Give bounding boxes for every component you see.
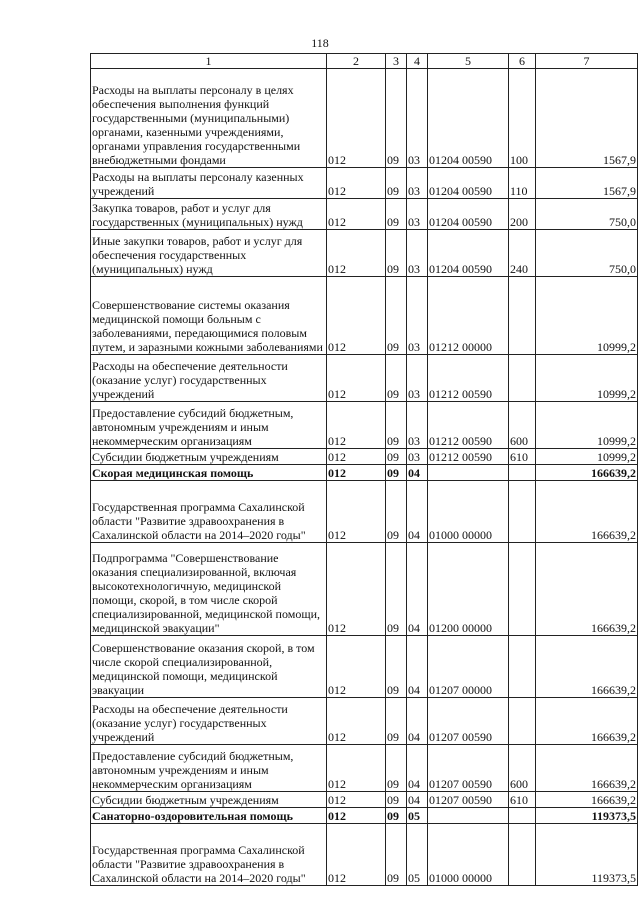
row-ministry-code: 012 bbox=[327, 230, 386, 277]
row-name: Скорая медицинская помощь bbox=[91, 465, 327, 481]
table-row bbox=[91, 277, 638, 355]
row-section-code: 09 bbox=[386, 355, 407, 402]
table-row bbox=[91, 636, 638, 698]
row-target-code: 01207 00590 bbox=[428, 698, 509, 745]
row-subsection-code: 04 bbox=[407, 698, 428, 745]
row-expense-type bbox=[509, 824, 536, 886]
row-amount: 166639,2 bbox=[536, 465, 638, 481]
header-col-6: 6 bbox=[509, 54, 536, 69]
table-row bbox=[91, 230, 638, 277]
row-section-code: 09 bbox=[386, 69, 407, 168]
table-row bbox=[91, 808, 638, 824]
row-amount: 119373,5 bbox=[536, 824, 638, 886]
header-col-4: 4 bbox=[407, 54, 428, 69]
table-row bbox=[91, 745, 638, 792]
row-amount: 10999,2 bbox=[536, 449, 638, 465]
table-row bbox=[91, 449, 638, 465]
row-ministry-code: 012 bbox=[327, 355, 386, 402]
row-subsection-code: 04 bbox=[407, 465, 428, 481]
row-subsection-code: 05 bbox=[407, 808, 428, 824]
row-target-code: 01204 00590 bbox=[428, 230, 509, 277]
row-target-code: 01204 00590 bbox=[428, 69, 509, 168]
row-target-code: 01212 00590 bbox=[428, 402, 509, 449]
row-section-code: 09 bbox=[386, 808, 407, 824]
row-target-code: 01204 00590 bbox=[428, 199, 509, 230]
row-expense-type bbox=[509, 277, 536, 355]
row-section-code: 09 bbox=[386, 449, 407, 465]
row-name: Санаторно-оздоровительная помощь bbox=[91, 808, 327, 824]
table-row bbox=[91, 698, 638, 745]
row-expense-type: 600 bbox=[509, 402, 536, 449]
row-name: Иные закупки товаров, работ и услуг для обеспечения государственных (муниципальных) нужд bbox=[91, 230, 327, 277]
row-ministry-code: 012 bbox=[327, 745, 386, 792]
row-target-code bbox=[428, 808, 509, 824]
row-name: Государственная программа Сахалинской области "Развитие здравоохранения в Сахалинской области на 2014–2020 годы" bbox=[91, 824, 327, 886]
header-col-3: 3 bbox=[386, 54, 407, 69]
row-target-code: 01212 00590 bbox=[428, 355, 509, 402]
row-section-code: 09 bbox=[386, 277, 407, 355]
row-name: Закупка товаров, работ и услуг для государственных (муниципальных) нужд bbox=[91, 199, 327, 230]
table-row bbox=[91, 543, 638, 636]
row-section-code: 09 bbox=[386, 199, 407, 230]
row-expense-type bbox=[509, 465, 536, 481]
row-amount: 166639,2 bbox=[536, 792, 638, 808]
row-amount: 166639,2 bbox=[536, 481, 638, 543]
row-expense-type bbox=[509, 481, 536, 543]
row-subsection-code: 04 bbox=[407, 792, 428, 808]
row-name: Совершенствование оказания скорой, в том числе скорой специализированной, медицинской помощи, медицинской эвакуации bbox=[91, 636, 327, 698]
table-row bbox=[91, 824, 638, 886]
row-name: Предоставление субсидий бюджетным, автономным учреждениям и иным некоммерческим организациям bbox=[91, 745, 327, 792]
row-ministry-code: 012 bbox=[327, 481, 386, 543]
row-ministry-code: 012 bbox=[327, 698, 386, 745]
row-name: Подпрограмма "Совершенствование оказания специализированной, включая высокотехнологичную, медицинской помощи, скорой, в том числе скорой специализированной, медицинской помощи, медицинской эвакуации" bbox=[91, 543, 327, 636]
row-subsection-code: 03 bbox=[407, 277, 428, 355]
row-subsection-code: 03 bbox=[407, 449, 428, 465]
row-target-code: 01000 00000 bbox=[428, 824, 509, 886]
table-row bbox=[91, 402, 638, 449]
header-col-2: 2 bbox=[327, 54, 386, 69]
row-target-code bbox=[428, 465, 509, 481]
row-name: Расходы на обеспечение деятельности (оказание услуг) государственных учреждений bbox=[91, 355, 327, 402]
table-body bbox=[91, 69, 638, 886]
row-ministry-code: 012 bbox=[327, 792, 386, 808]
row-ministry-code: 012 bbox=[327, 168, 386, 199]
row-amount: 10999,2 bbox=[536, 402, 638, 449]
row-name: Субсидии бюджетным учреждениям bbox=[91, 449, 327, 465]
row-ministry-code: 012 bbox=[327, 636, 386, 698]
row-name: Расходы на выплаты персоналу казенных учреждений bbox=[91, 168, 327, 199]
row-name: Совершенствование системы оказания медицинской помощи больным с заболеваниями, передающимися половым путем, и заразными кожными заболеваниями bbox=[91, 277, 327, 355]
row-ministry-code: 012 bbox=[327, 808, 386, 824]
row-ministry-code: 012 bbox=[327, 402, 386, 449]
row-amount: 750,0 bbox=[536, 230, 638, 277]
row-amount: 1567,9 bbox=[536, 69, 638, 168]
row-section-code: 09 bbox=[386, 698, 407, 745]
row-expense-type bbox=[509, 808, 536, 824]
row-target-code: 01000 00000 bbox=[428, 481, 509, 543]
row-ministry-code: 012 bbox=[327, 824, 386, 886]
row-section-code: 09 bbox=[386, 824, 407, 886]
row-section-code: 09 bbox=[386, 402, 407, 449]
row-amount: 166639,2 bbox=[536, 745, 638, 792]
row-target-code: 01207 00000 bbox=[428, 636, 509, 698]
row-subsection-code: 04 bbox=[407, 481, 428, 543]
row-section-code: 09 bbox=[386, 465, 407, 481]
row-amount: 166639,2 bbox=[536, 698, 638, 745]
row-ministry-code: 012 bbox=[327, 449, 386, 465]
row-amount: 750,0 bbox=[536, 199, 638, 230]
row-section-code: 09 bbox=[386, 230, 407, 277]
row-expense-type: 110 bbox=[509, 168, 536, 199]
header-col-1: 1 bbox=[91, 54, 327, 69]
row-expense-type: 200 bbox=[509, 199, 536, 230]
row-expense-type: 610 bbox=[509, 449, 536, 465]
row-target-code: 01212 00590 bbox=[428, 449, 509, 465]
row-ministry-code: 012 bbox=[327, 69, 386, 168]
row-subsection-code: 03 bbox=[407, 199, 428, 230]
row-target-code: 01207 00590 bbox=[428, 745, 509, 792]
row-amount: 10999,2 bbox=[536, 355, 638, 402]
row-section-code: 09 bbox=[386, 168, 407, 199]
table-row bbox=[91, 355, 638, 402]
row-expense-type: 100 bbox=[509, 69, 536, 168]
row-subsection-code: 03 bbox=[407, 230, 428, 277]
table-header-row bbox=[91, 54, 638, 69]
row-name: Субсидии бюджетным учреждениям bbox=[91, 792, 327, 808]
row-amount: 166639,2 bbox=[536, 636, 638, 698]
row-ministry-code: 012 bbox=[327, 543, 386, 636]
header-col-7: 7 bbox=[536, 54, 638, 69]
header-col-5: 5 bbox=[428, 54, 509, 69]
row-amount: 1567,9 bbox=[536, 168, 638, 199]
row-expense-type: 610 bbox=[509, 792, 536, 808]
row-name: Предоставление субсидий бюджетным, автономным учреждениям и иным некоммерческим организациям bbox=[91, 402, 327, 449]
row-ministry-code: 012 bbox=[327, 199, 386, 230]
table-row bbox=[91, 69, 638, 168]
row-amount: 166639,2 bbox=[536, 543, 638, 636]
row-expense-type bbox=[509, 636, 536, 698]
row-ministry-code: 012 bbox=[327, 277, 386, 355]
row-target-code: 01207 00590 bbox=[428, 792, 509, 808]
row-subsection-code: 04 bbox=[407, 636, 428, 698]
row-section-code: 09 bbox=[386, 543, 407, 636]
row-section-code: 09 bbox=[386, 745, 407, 792]
row-target-code: 01212 00000 bbox=[428, 277, 509, 355]
table-row bbox=[91, 465, 638, 481]
row-name: Расходы на обеспечение деятельности (оказание услуг) государственных учреждений bbox=[91, 698, 327, 745]
row-name: Государственная программа Сахалинской области "Развитие здравоохранения в Сахалинской области на 2014–2020 годы" bbox=[91, 481, 327, 543]
row-name: Расходы на выплаты персоналу в целях обеспечения выполнения функций государственными (муниципальными) органами, казенными учреждениями, органами управления государственными внебюджетными фондами bbox=[91, 69, 327, 168]
row-target-code: 01204 00590 bbox=[428, 168, 509, 199]
row-expense-type bbox=[509, 355, 536, 402]
row-subsection-code: 04 bbox=[407, 745, 428, 792]
row-subsection-code: 03 bbox=[407, 168, 428, 199]
row-expense-type: 240 bbox=[509, 230, 536, 277]
row-expense-type bbox=[509, 543, 536, 636]
row-subsection-code: 03 bbox=[407, 69, 428, 168]
budget-table bbox=[90, 53, 638, 886]
row-amount: 10999,2 bbox=[536, 277, 638, 355]
row-subsection-code: 05 bbox=[407, 824, 428, 886]
page-number: 118 bbox=[311, 36, 329, 50]
table-row bbox=[91, 168, 638, 199]
table-row bbox=[91, 792, 638, 808]
row-target-code: 01200 00000 bbox=[428, 543, 509, 636]
row-section-code: 09 bbox=[386, 481, 407, 543]
row-amount: 119373,5 bbox=[536, 808, 638, 824]
row-subsection-code: 04 bbox=[407, 543, 428, 636]
table-row bbox=[91, 199, 638, 230]
row-subsection-code: 03 bbox=[407, 402, 428, 449]
table-row bbox=[91, 481, 638, 543]
row-subsection-code: 03 bbox=[407, 355, 428, 402]
row-section-code: 09 bbox=[386, 792, 407, 808]
row-expense-type bbox=[509, 698, 536, 745]
row-expense-type: 600 bbox=[509, 745, 536, 792]
row-section-code: 09 bbox=[386, 636, 407, 698]
row-ministry-code: 012 bbox=[327, 465, 386, 481]
